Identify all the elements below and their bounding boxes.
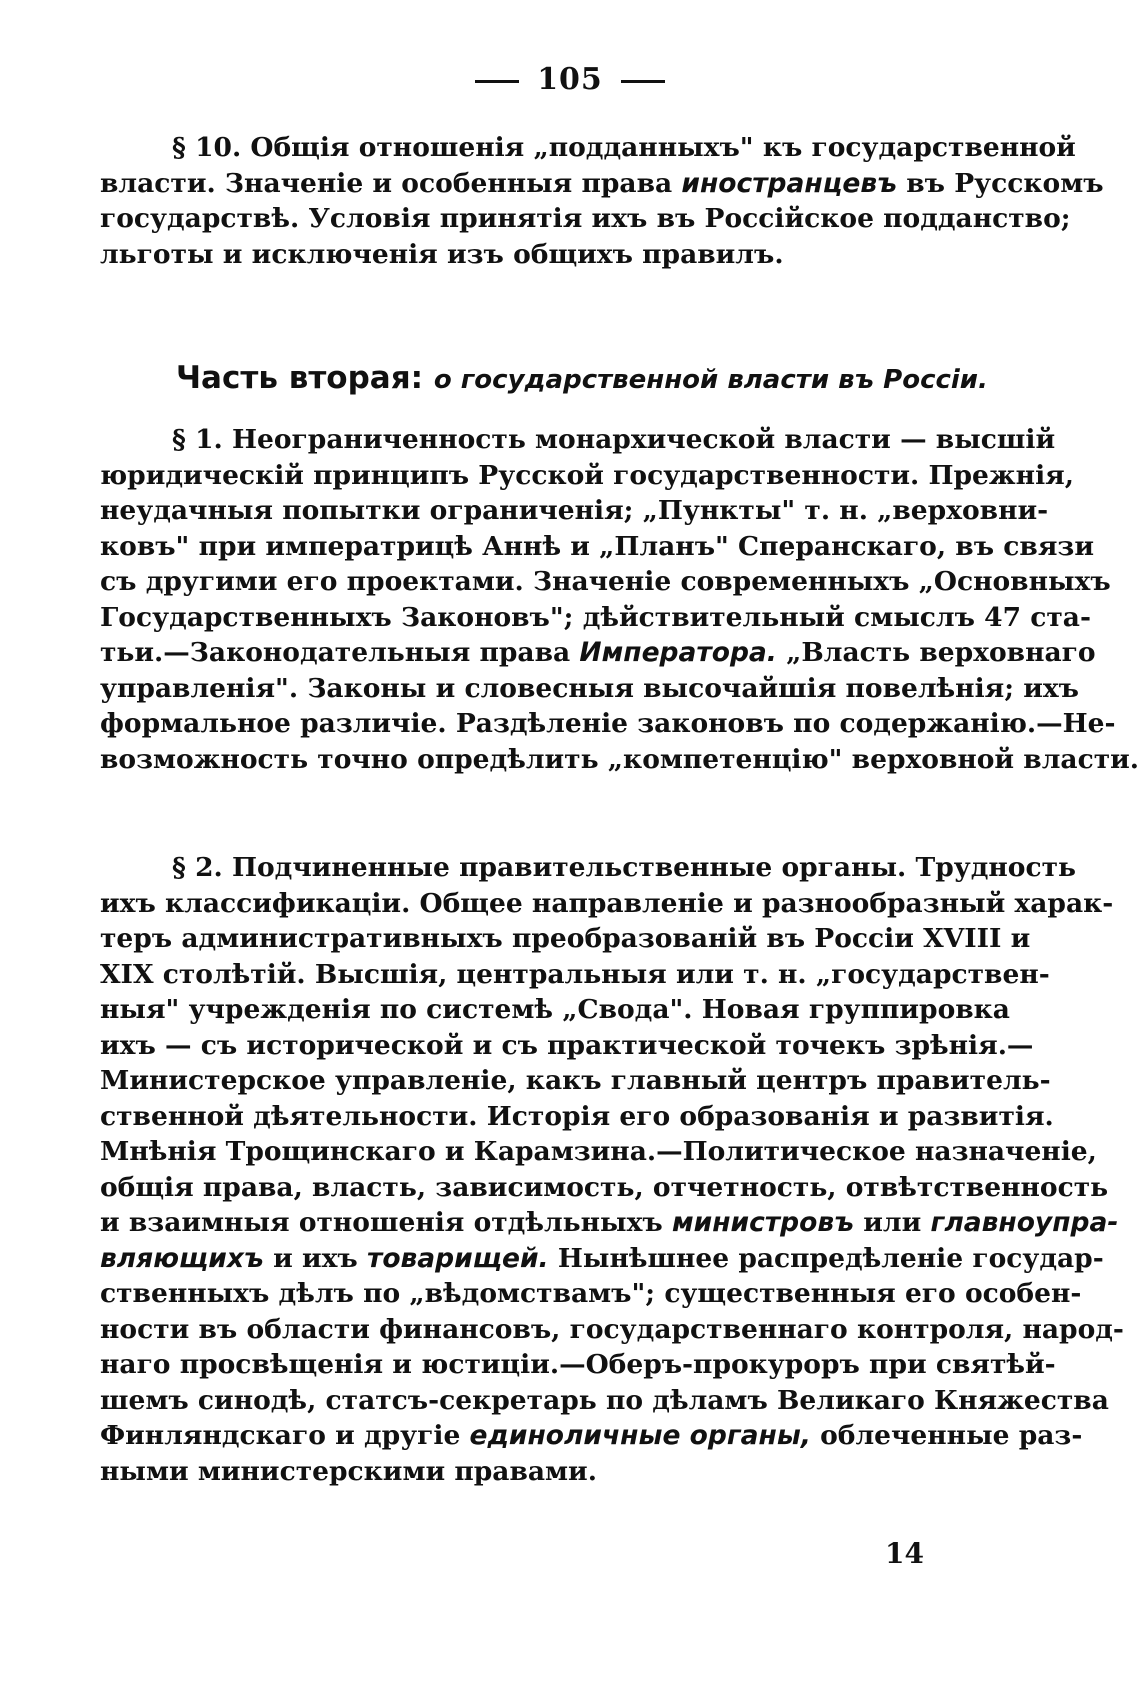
text-line: ихъ — съ исторической и съ практической точекъ зрѣнія.— — [100, 1029, 1034, 1061]
italic-term: главноупра- — [930, 1207, 1119, 1238]
text-line: юридическій принципъ Русской государственности. Прежнія, — [100, 459, 1074, 491]
text-line: льготы и исключенія изъ общихъ правилъ. — [100, 238, 784, 270]
text-line: съ другими его проектами. Значеніе современныхъ „Основныхъ — [100, 566, 1111, 597]
italic-term: иностранцевъ — [681, 167, 898, 199]
text-span: Нынѣшнее распредѣленіе государ- — [557, 1242, 1104, 1274]
section-1 — [100, 422, 1140, 777]
text-line: государствѣ. Условія принятія ихъ въ Россійское подданство; — [100, 203, 1071, 234]
page-header — [0, 62, 1140, 97]
text-line — [100, 1241, 1104, 1277]
text-line: Министерское управленіе, какъ главный центръ правитель- — [100, 1065, 1051, 1096]
text-line: ственной дѣятельности. Исторія его образованія и развитія. — [100, 1100, 1054, 1132]
text-line — [100, 166, 1104, 202]
text-line: общія права, власть, зависимость, отчетность, отвѣтственность — [100, 1171, 1109, 1203]
part-two-label: Часть вторая: — [176, 360, 424, 396]
text-line: XIX столѣтій. Высшія, центральныя или т. н. „государствен- — [100, 958, 1050, 990]
text-line: шемъ синодѣ, статсъ-секретарь по дѣламъ Великаго Княжества — [100, 1384, 1109, 1416]
text-line: Мнѣнія Трощинскаго и Карамзина.—Политическое назначеніе, — [100, 1136, 1097, 1167]
text-span: „Власть верховнаго — [786, 637, 1096, 668]
text-span: или — [863, 1207, 922, 1238]
text-span: облеченные раз- — [820, 1420, 1083, 1451]
text-span: въ Русскомъ — [906, 167, 1104, 199]
text-span: и взаимныя отношенія отдѣльныхъ — [100, 1207, 663, 1238]
italic-term: вляющихъ — [100, 1242, 264, 1274]
italic-term: товарищей. — [366, 1242, 549, 1274]
text-line: формальное различіе. Раздѣленіе законовъ по содержанію.—Не- — [100, 708, 1116, 739]
italic-term: единоличные органы, — [469, 1420, 811, 1451]
text-line: § 1. Неограниченность монархической власти — высшій — [172, 424, 1056, 455]
text-line: теръ административныхъ преобразованій въ Россіи XVIII и — [100, 923, 1031, 954]
text-line: ными министерскими правами. — [100, 1455, 597, 1487]
text-line: ныя" учрежденія по системѣ „Свода". Новая группировка — [100, 994, 1010, 1025]
text-span: и ихъ — [273, 1242, 358, 1274]
text-line: ности въ области финансовъ, государственнаго контроля, народ- — [100, 1313, 1124, 1345]
header-dash-left — [475, 80, 519, 83]
signature-mark: 14 — [885, 1537, 924, 1570]
text-line: Государственныхъ Законовъ"; дѣйствительный смыслъ 47 ста- — [100, 601, 1091, 633]
part-two-heading — [176, 360, 988, 396]
text-span: власти. Значеніе и особенныя права — [100, 167, 673, 199]
section-2 — [100, 850, 1124, 1489]
text-line: неудачныя попытки ограниченія; „Пункты" т. н. „верховни- — [100, 495, 1049, 526]
text-line: ихъ классификаціи. Общее направленіе и разнообразный харак- — [100, 887, 1114, 919]
page-number: 105 — [537, 62, 603, 97]
italic-term: министровъ — [671, 1207, 855, 1238]
text-line: § 10. Общія отношенія „подданныхъ" къ государственной — [172, 132, 1076, 163]
text-line: ственныхъ дѣлъ по „вѣдомствамъ"; существенныя его особен- — [100, 1278, 1082, 1309]
italic-term: Императора. — [579, 637, 777, 668]
text-line: ковъ" при императрицѣ Аннѣ и „Планъ" Сперанскаго, въ связи — [100, 530, 1094, 562]
header-dash-right — [621, 80, 665, 83]
text-line — [100, 1205, 1119, 1241]
text-line: наго просвѣщенія и юстиціи.—Оберъ-прокуроръ при святѣй- — [100, 1349, 1056, 1380]
section-10 — [100, 130, 1104, 272]
text-line: возможность точно опредѣлить „компетенцію" верховной власти. — [100, 743, 1140, 775]
text-span: Финляндскаго и другіе — [100, 1420, 461, 1451]
text-line — [100, 635, 1096, 671]
part-two-subtitle: о государственной власти въ Россіи. — [433, 365, 988, 395]
text-span: тьи.—Законодательныя права — [100, 637, 571, 668]
text-line: § 2. Подчиненные правительственные органы. Трудность — [172, 852, 1076, 883]
text-line: управленія". Законы и словесныя высочайшія повелѣнія; ихъ — [100, 672, 1079, 704]
text-line — [100, 1418, 1083, 1454]
